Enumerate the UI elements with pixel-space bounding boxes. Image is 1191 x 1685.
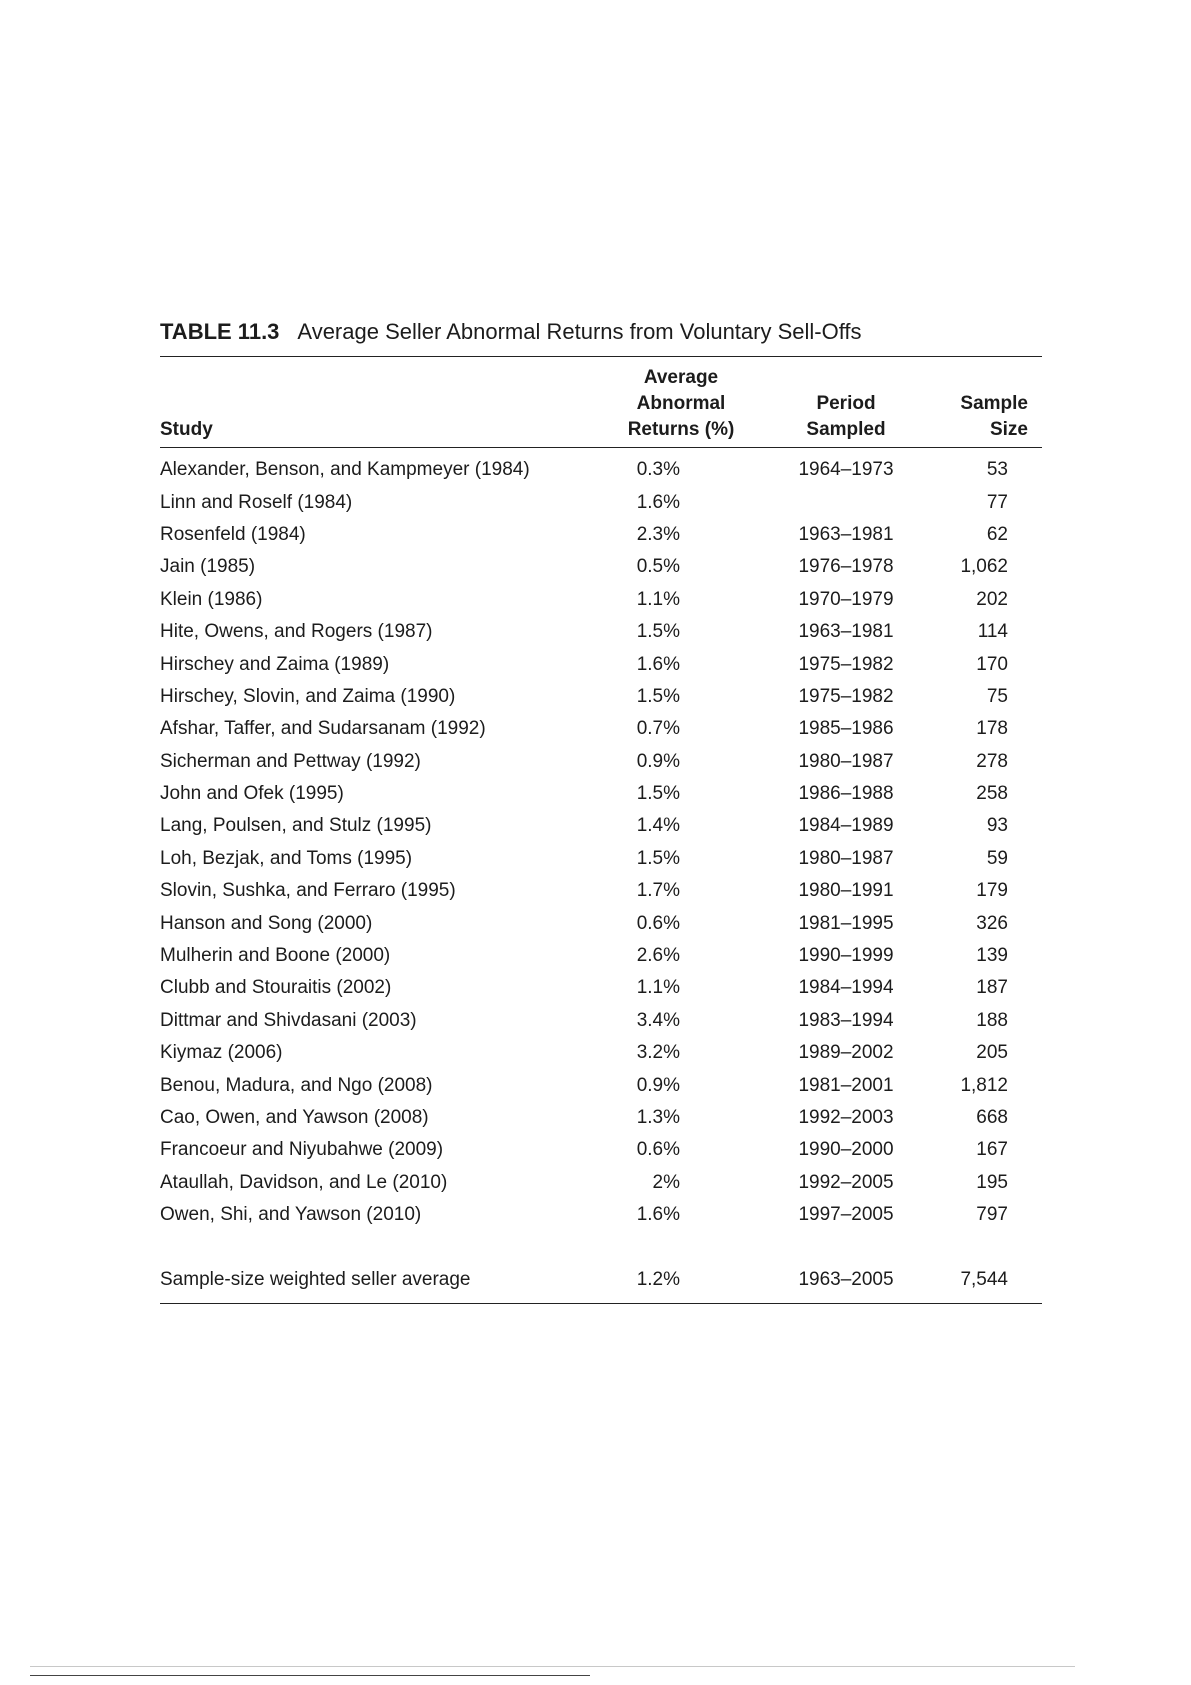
header-size: Sample Size	[930, 357, 1042, 448]
cell-period: 1981–1995	[798, 912, 894, 934]
cell-period: 1980–1991	[798, 880, 894, 902]
summary-period: 1963–2005	[798, 1269, 894, 1291]
summary-size: 7,544	[960, 1269, 1008, 1291]
cell-study: Jain (1985)	[160, 556, 256, 578]
cell-study: Francoeur and Niyubahwe (2009)	[160, 1139, 444, 1161]
cell-period: 1975–1982	[798, 685, 894, 707]
cell-size: 75	[986, 685, 1008, 707]
table-row	[160, 616, 1042, 648]
table-row	[160, 551, 1042, 583]
table-row	[160, 486, 1042, 518]
cell-period: 1989–2002	[798, 1042, 894, 1064]
cell-returns: 3.2%	[636, 1042, 680, 1064]
cell-study: Linn and Roself (1984)	[160, 491, 353, 513]
cell-returns: 1.5%	[636, 621, 680, 643]
table-row	[160, 907, 1042, 939]
table-row	[160, 1167, 1042, 1199]
cell-returns: 1.5%	[636, 783, 680, 805]
cell-study: Lang, Poulsen, and Stulz (1995)	[160, 815, 432, 837]
cell-period: 1985–1986	[798, 718, 894, 740]
cell-period: 1986–1988	[798, 783, 894, 805]
cell-period: 1984–1994	[798, 977, 894, 999]
cell-study: Afshar, Taffer, and Sudarsanam (1992)	[160, 718, 486, 740]
cell-size: 62	[986, 523, 1008, 545]
table-row	[160, 810, 1042, 842]
table-caption	[160, 318, 1042, 356]
table-row	[160, 1199, 1042, 1231]
cell-size: 59	[986, 847, 1008, 869]
cell-period: 1992–2003	[798, 1107, 894, 1128]
table-row	[160, 448, 1042, 487]
cell-study: Rosenfeld (1984)	[160, 523, 306, 545]
cell-period: 1992–2005	[798, 1171, 894, 1193]
table-row	[160, 972, 1042, 1004]
cell-study: Mulherin and Boone (2000)	[160, 945, 391, 967]
cell-period: 1990–2000	[798, 1139, 894, 1161]
cell-size: 797	[976, 1204, 1008, 1226]
cell-study: Owen, Shi, and Yawson (2010)	[160, 1204, 422, 1226]
cell-returns: 1.6%	[636, 653, 680, 675]
spacer-row	[160, 1231, 1042, 1263]
cell-period: 1997–2005	[798, 1204, 894, 1226]
cell-size: 668	[976, 1107, 1008, 1128]
cell-period: 1980–1987	[798, 847, 894, 869]
summary-row	[160, 1263, 1042, 1304]
header-row	[160, 357, 1042, 448]
header-period: Period Sampled	[762, 357, 930, 448]
cell-study: Alexander, Benson, and Kampmeyer (1984)	[160, 459, 530, 481]
cell-returns: 1.6%	[636, 1204, 680, 1226]
cell-study: Cao, Owen, and Yawson (2008)	[160, 1107, 429, 1128]
data-table	[160, 356, 1042, 1304]
cell-size: 187	[976, 977, 1008, 999]
cell-study: Clubb and Stouraitis (2002)	[160, 977, 392, 999]
cell-period: 1963–1981	[798, 621, 894, 643]
cell-period: 1975–1982	[798, 653, 894, 675]
cell-period: 1976–1978	[798, 556, 894, 578]
cell-size: 178	[976, 718, 1008, 740]
cell-size: 202	[976, 588, 1008, 610]
header-study: Study	[160, 357, 600, 448]
cell-returns: 0.5%	[636, 556, 680, 578]
cell-returns: 0.3%	[636, 459, 680, 481]
cell-size: 179	[976, 880, 1008, 902]
cell-returns: 1.1%	[636, 977, 680, 999]
cell-study: Slovin, Sushka, and Ferraro (1995)	[160, 880, 456, 902]
cell-returns: 1.1%	[636, 588, 680, 610]
table-row	[160, 713, 1042, 745]
table-body	[160, 448, 1042, 1304]
cell-size: 53	[986, 459, 1008, 481]
footer-rule	[30, 1666, 1075, 1667]
table-row	[160, 648, 1042, 680]
cell-study: Sicherman and Pettway (1992)	[160, 750, 421, 772]
cell-size: 1,812	[960, 1074, 1008, 1096]
cell-returns: 0.9%	[636, 750, 680, 772]
summary-study: Sample-size weighted seller average	[160, 1269, 471, 1291]
cell-returns: 1.4%	[636, 815, 680, 837]
cell-size: 326	[976, 912, 1008, 934]
cell-period: 1963–1981	[798, 523, 894, 545]
cell-returns: 0.9%	[636, 1074, 680, 1096]
cell-returns: 1.5%	[636, 847, 680, 869]
cell-period: 1983–1994	[798, 1009, 894, 1031]
cell-study: John and Ofek (1995)	[160, 783, 344, 805]
cell-study: Loh, Bezjak, and Toms (1995)	[160, 847, 413, 869]
cell-period: 1990–1999	[798, 945, 894, 967]
cell-returns: 2.6%	[636, 945, 680, 967]
cell-returns: 1.3%	[636, 1107, 680, 1128]
table-row	[160, 778, 1042, 810]
header-returns: Average Abnormal Returns (%)	[600, 357, 762, 448]
cell-study: Hite, Owens, and Rogers (1987)	[160, 621, 433, 643]
cell-size: 167	[976, 1139, 1008, 1161]
cell-returns: 0.6%	[636, 1139, 680, 1161]
summary-returns: 1.2%	[636, 1269, 680, 1291]
cell-study: Hanson and Song (2000)	[160, 912, 373, 934]
table-block	[160, 318, 1042, 1304]
cell-size: 188	[976, 1009, 1008, 1031]
table-row	[160, 681, 1042, 713]
table-row	[160, 1037, 1042, 1069]
cell-period: 1964–1973	[798, 459, 894, 481]
cell-returns: 1.6%	[636, 491, 680, 513]
cell-returns: 1.5%	[636, 685, 680, 707]
table-row	[160, 1005, 1042, 1037]
cell-study: Hirschey, Slovin, and Zaima (1990)	[160, 685, 456, 707]
cell-returns: 2.3%	[636, 523, 680, 545]
cell-study: Dittmar and Shivdasani (2003)	[160, 1009, 417, 1031]
cell-size: 93	[986, 815, 1008, 837]
cell-study: Benou, Madura, and Ngo (2008)	[160, 1074, 433, 1096]
footer-rule-dark	[30, 1675, 590, 1676]
table-number: TABLE 11.3	[160, 319, 280, 344]
cell-size: 114	[977, 621, 1008, 643]
cell-study: Hirschey and Zaima (1989)	[160, 653, 390, 675]
table-title: Average Seller Abnormal Returns from Voluntary Sell-Offs	[297, 319, 862, 344]
cell-study: Ataullah, Davidson, and Le (2010)	[160, 1171, 448, 1193]
cell-study: Klein (1986)	[160, 588, 263, 610]
cell-period: 1984–1989	[798, 815, 894, 837]
cell-study: Kiymaz (2006)	[160, 1042, 283, 1064]
cell-returns: 2%	[652, 1171, 680, 1193]
table-row	[160, 584, 1042, 616]
cell-returns: 0.7%	[636, 718, 680, 740]
table-row	[160, 519, 1042, 551]
table-row	[160, 1102, 1042, 1134]
table-row	[160, 1134, 1042, 1166]
cell-size: 77	[986, 491, 1008, 513]
cell-size: 1,062	[960, 556, 1008, 578]
table-row	[160, 875, 1042, 907]
cell-returns: 0.6%	[636, 912, 680, 934]
cell-period: 1970–1979	[798, 588, 894, 610]
cell-size: 139	[976, 945, 1008, 967]
cell-period: 1980–1987	[798, 750, 894, 772]
cell-size: 170	[976, 653, 1008, 675]
cell-size: 258	[976, 783, 1008, 805]
cell-size: 205	[976, 1042, 1008, 1064]
cell-period: 1981–2001	[798, 1074, 894, 1096]
cell-returns: 1.7%	[636, 880, 680, 902]
table-row	[160, 1069, 1042, 1101]
cell-size: 278	[976, 750, 1008, 772]
cell-returns: 3.4%	[636, 1009, 680, 1031]
table-row	[160, 940, 1042, 972]
table-row	[160, 746, 1042, 778]
table-row	[160, 843, 1042, 875]
cell-size: 195	[976, 1171, 1008, 1193]
cell-period	[762, 486, 930, 518]
